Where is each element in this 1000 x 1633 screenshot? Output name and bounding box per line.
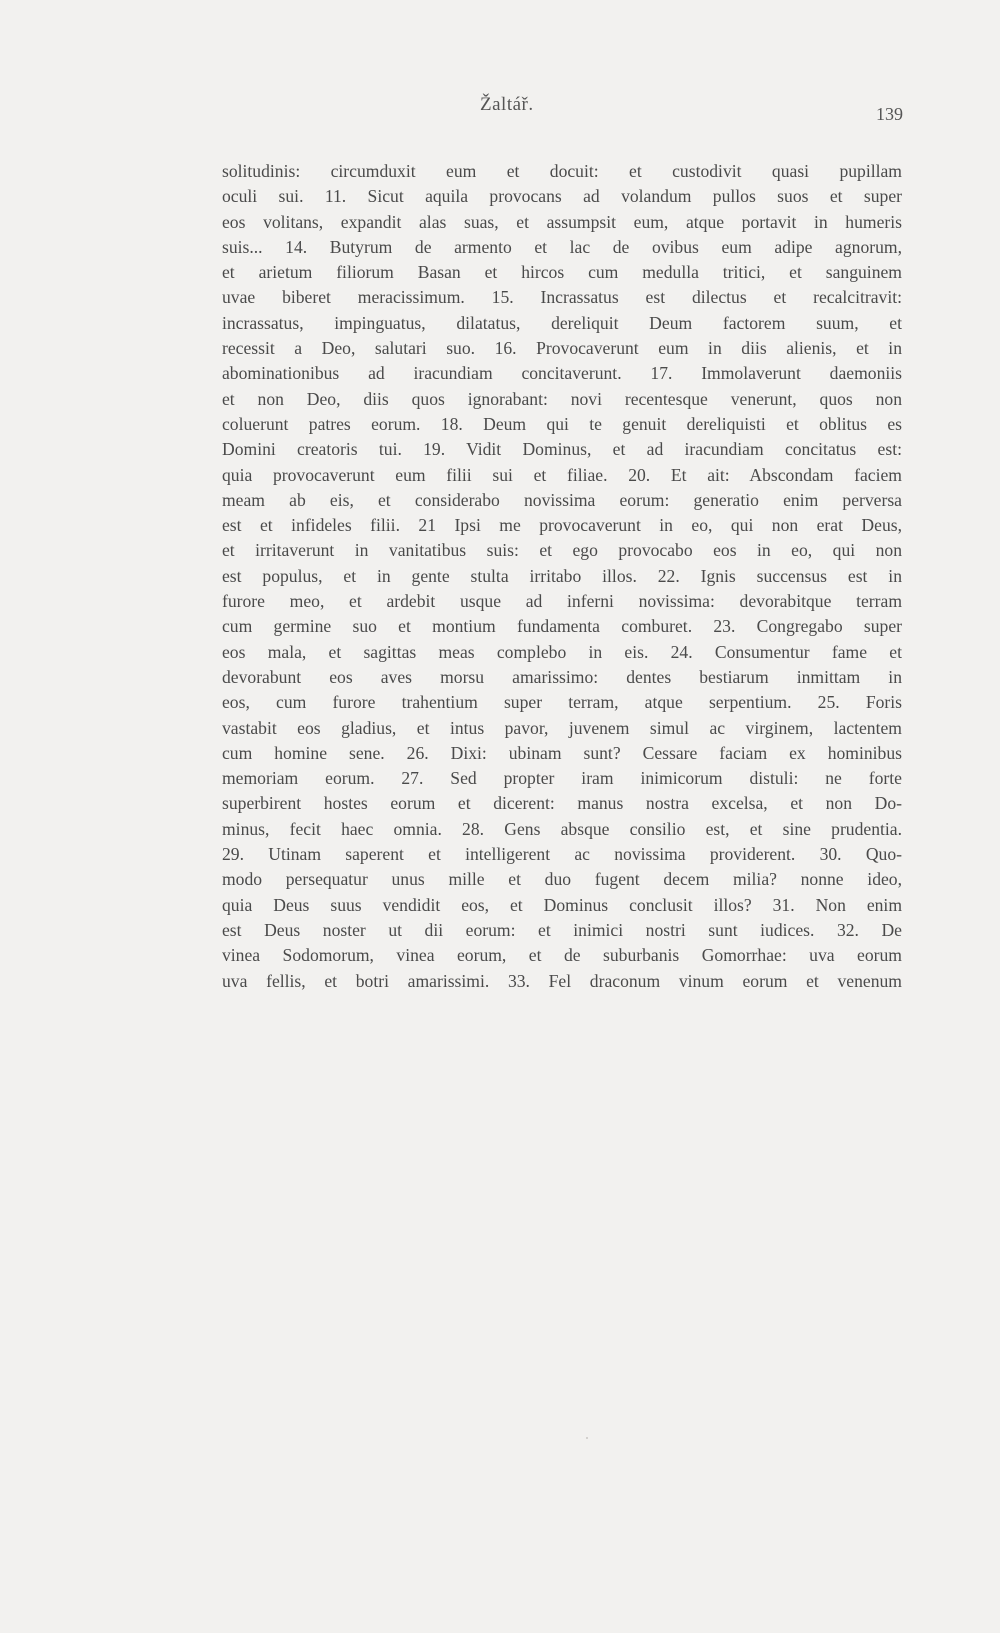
text-line: minus, fecit haec omnia. 28. Gens absque consilio est, et sine prudentia. [222, 818, 902, 839]
text-line: abominationibus ad iracundiam concitaverunt. 17. Immolaverunt daemoniis [222, 363, 902, 384]
paper-speck [586, 1437, 588, 1439]
body-text [222, 159, 902, 994]
text-line: recessit a Deo, salutari suo. 16. Provocaverunt eum in diis alienis, et in [222, 338, 902, 359]
text-line: furore meo, et ardebit usque ad inferni novissima: devorabitque terram [222, 591, 902, 612]
text-line: suis... 14. Butyrum de armento et lac de ovibus eum adipe agnorum, [222, 236, 902, 257]
text-line: oculi sui. 11. Sicut aquila provocans ad volandum pullos suos et super [222, 186, 902, 207]
text-line: superbirent hostes eorum et dicerent: manus nostra excelsa, et non Do- [222, 793, 902, 814]
text-line: cum germine suo et montium fundamenta comburet. 23. Congregabo super [222, 616, 902, 637]
text-line: quia provocaverunt eum filii sui et filiae. 20. Et ait: Abscondam faciem [222, 464, 902, 485]
text-line: modo persequatur unus mille et duo fugent decem milia? nonne ideo, [222, 869, 902, 890]
text-line: est et infideles filii. 21 Ipsi me provocaverunt in eo, qui non erat Deus, [222, 515, 902, 536]
text-line: uva fellis, et botri amarissimi. 33. Fel draconum vinum eorum et venenum [222, 970, 902, 991]
text-line: quia Deus suus vendidit eos, et Dominus conclusit illos? 31. Non enim [222, 894, 902, 915]
page-number: 139 [876, 104, 903, 124]
text-line: memoriam eorum. 27. Sed propter iram inimicorum distuli: ne forte [222, 768, 902, 789]
text-line: cum homine sene. 26. Dixi: ubinam sunt? Cessare faciam ex hominibus [222, 742, 902, 763]
text-line: vastabit eos gladius, et intus pavor, juvenem simul ac virginem, lactentem [222, 717, 902, 738]
text-line: et arietum filiorum Basan et hircos cum medulla tritici, et sanguinem [222, 262, 902, 283]
text-line: eos, cum furore trahentium super terram, atque serpentium. 25. Foris [222, 692, 902, 713]
text-line: eos mala, et sagittas meas complebo in eis. 24. Consumentur fame et [222, 641, 902, 662]
running-title: Žaltář. [480, 94, 534, 115]
text-line: et irritaverunt in vanitatibus suis: et ego provocabo eos in eo, qui non [222, 540, 902, 561]
text-line: vinea Sodomorum, vinea eorum, et de suburbanis Gomorrhae: uva eorum [222, 945, 902, 966]
text-line: solitudinis: circumduxit eum et docuit: et custodivit quasi pupillam [222, 161, 902, 181]
text-line: eos volitans, expandit alas suas, et assumpsit eum, atque portavit in humeris [222, 211, 902, 232]
text-line: incrassatus, impinguatus, dilatatus, dereliquit Deum factorem suum, et [222, 312, 902, 333]
text-line: Domini creatoris tui. 19. Vidit Dominus, et ad iracundiam concitatus est: [222, 439, 902, 460]
text-line: est Deus noster ut dii eorum: et inimici nostri sunt iudices. 32. De [222, 919, 902, 940]
text-line: coluerunt patres eorum. 18. Deum qui te genuit dereliquisti et oblitus es [222, 413, 902, 434]
text-line: est populus, et in gente stulta irritabo illos. 22. Ignis succensus est in [222, 565, 902, 586]
text-line: et non Deo, diis quos ignorabant: novi recentesque venerunt, quos non [222, 388, 902, 409]
text-line: uvae biberet meracissimum. 15. Incrassatus est dilectus et recalcitravit: [222, 287, 902, 308]
text-line: meam ab eis, et considerabo novissima eorum: generatio enim perversa [222, 489, 902, 510]
text-line: devorabunt eos aves morsu amarissimo: dentes bestiarum inmittam in [222, 666, 902, 687]
text-line: 29. Utinam saperent et intelligerent ac novissima providerent. 30. Quo- [222, 844, 902, 865]
